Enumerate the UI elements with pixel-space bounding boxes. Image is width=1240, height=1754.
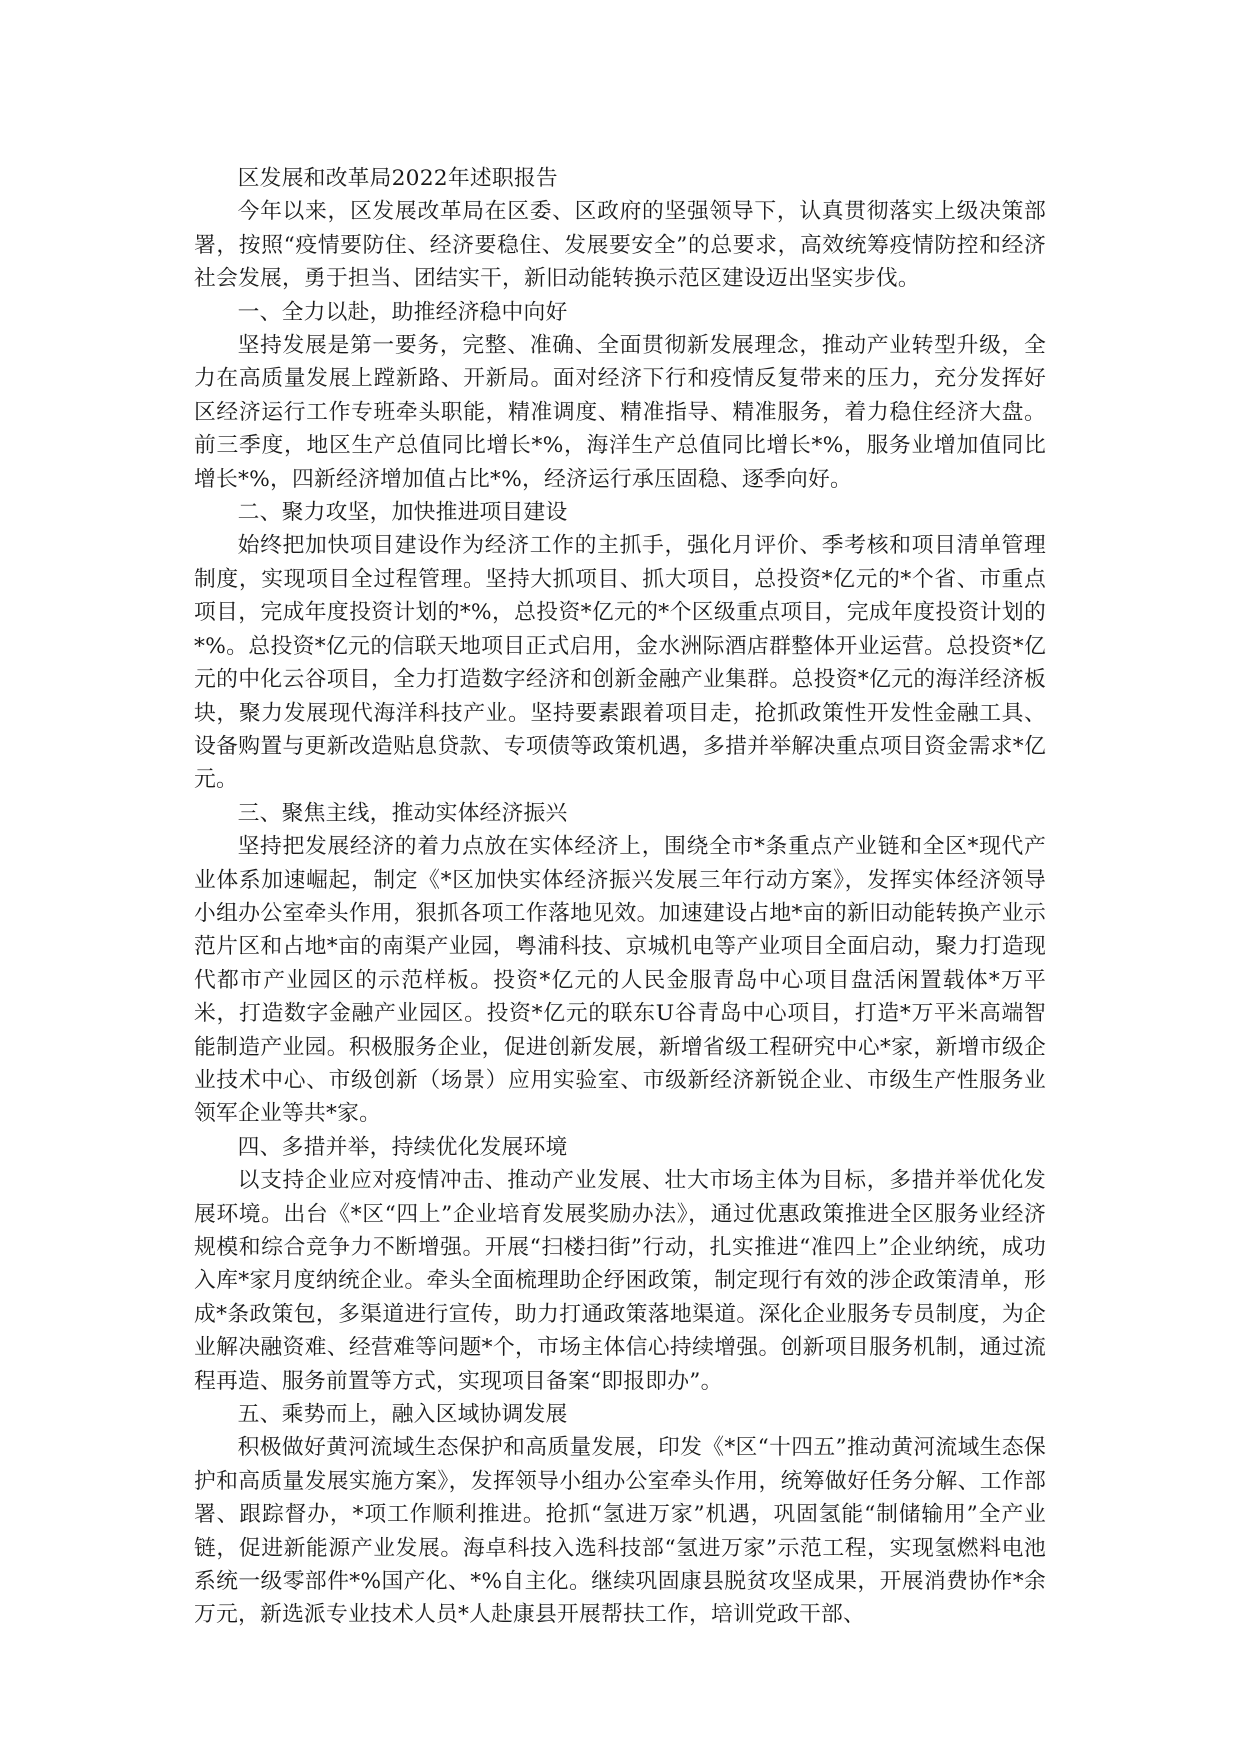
- section-body-3: 坚持把发展经济的着力点放在实体经济上，围绕全市*条重点产业链和全区*现代产业体系加速崛起，制定《*区加快实体经济振兴发展三年行动方案》，发挥实体经济领导小组办公室牵头作用，狠抓各项工作落地见效。加速建设占地*亩的新旧动能转换产业示范片区和占地*亩的南渠产业园，粤浦科技、京城机电等产业项目全面启动，聚力打造现代都市产业园区的示范样板。投资*亿元的人民金服青岛中心项目盘活闲置载体*万平米，打造数字金融产业园区。投资*亿元的联东U谷青岛中心项目，打造*万平米高端智能制造产业园。积极服务企业，促进创新发展，新增省级工程研究中心*家，新增市级企业技术中心、市级创新（场景）应用实验室、市级新经济新锐企业、市级生产性服务业领军企业等共*家。: [194, 834, 1046, 1127]
- intro-paragraph: 今年以来，区发展改革局在区委、区政府的坚强领导下，认真贯彻落实上级决策部署，按照“疫情要防住、经济要稳住、发展要安全”的总要求，高效统筹疫情防控和经济社会发展，勇于担当、团结实干，新旧动能转换示范区建设迈出坚实步伐。: [194, 199, 1046, 292]
- section-heading-3: 三、聚焦主线，推动实体经济振兴: [237, 800, 568, 826]
- section-body-5: 积极做好黄河流域生态保护和高质量发展，印发《*区“十四五”推动黄河流域生态保护和高质量发展实施方案》，发挥领导小组办公室牵头作用，统筹做好任务分解、工作部署、跟踪督办，*项工作顺利推进。抢抓“氢进万家”机遇，巩固氢能“制储输用”全产业链，促进新能源产业发展。海卓科技入选科技部“氢进万家”示范工程，实现氢燃料电池系统一级零部件*%国产化、*%自主化。继续巩固康县脱贫攻坚成果，开展消费协作*余万元，新选派专业技术人员*人赴康县开展帮扶工作，培训党政干部、: [194, 1435, 1046, 1628]
- section-heading-1: 一、全力以赴，助推经济稳中向好: [237, 299, 568, 325]
- section-body-2: 始终把加快项目建设作为经济工作的主抓手，强化月评价、季考核和项目清单管理制度，实现项目全过程管理。坚持大抓项目、抓大项目，总投资*亿元的*个省、市重点项目，完成年度投资计划的*%，总投资*亿元的*个区级重点项目，完成年度投资计划的*%。总投资*亿元的信联天地项目正式启用，金水洲际酒店群整体开业运营。总投资*亿元的中化云谷项目，全力打造数字经济和创新金融产业集群。总投资*亿元的海洋经济板块，聚力发展现代海洋科技产业。坚持要素跟着项目走，抢抓政策性开发性金融工具、设备购置与更新改造贴息贷款、专项债等政策机遇，多措并举解决重点项目资金需求*亿元。: [194, 533, 1046, 793]
- document-body: [194, 162, 1046, 1632]
- section-heading-2: 二、聚力攻坚，加快推进项目建设: [237, 500, 568, 526]
- section-body-4: 以支持企业应对疫情冲击、推动产业发展、壮大市场主体为目标，多措并举优化发展环境。出台《*区“四上”企业培育发展奖励办法》，通过优惠政策推进全区服务业经济规模和综合竞争力不断增强。开展“扫楼扫街”行动，扎实推进“准四上”企业纳统，成功入库*家月度纳统企业。牵头全面梳理助企纾困政策，制定现行有效的涉企政策清单，形成*条政策包，多渠道进行宣传，助力打通政策落地渠道。深化企业服务专员制度，为企业解决融资难、经营难等问题*个，市场主体信心持续增强。创新项目服务机制，通过流程再造、服务前置等方式，实现项目备案“即报即办”。: [194, 1168, 1046, 1394]
- document-title: 区发展和改革局2022年述职报告: [237, 166, 558, 191]
- section-body-1: 坚持发展是第一要务，完整、准确、全面贯彻新发展理念，推动产业转型升级，全力在高质量发展上蹚新路、开新局。面对经济下行和疫情反复带来的压力，充分发挥好区经济运行工作专班牵头职能，精准调度、精准指导、精准服务，着力稳住经济大盘。前三季度，地区生产总值同比增长*%，海洋生产总值同比增长*%，服务业增加值同比增长*%，四新经济增加值占比*%，经济运行承压固稳、逐季向好。: [194, 333, 1046, 492]
- section-heading-4: 四、多措并举，持续优化发展环境: [237, 1134, 568, 1160]
- section-heading-5: 五、乘势而上，融入区域协调发展: [237, 1402, 568, 1428]
